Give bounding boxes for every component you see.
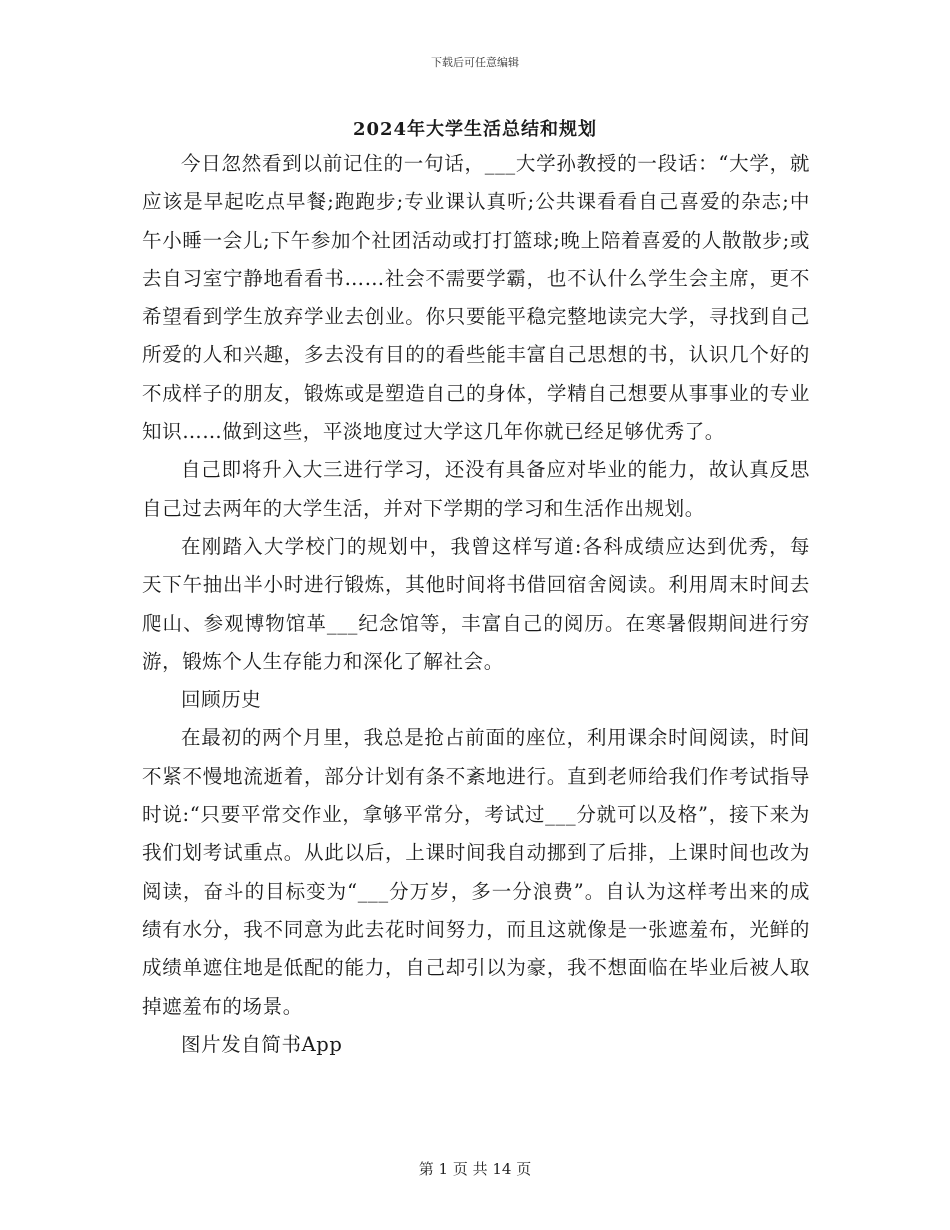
paragraph-quote: 今日忽然看到以前记住的一句话，___大学孙教授的一段话：“大学，就应该是早起吃点早餐;跑跑步;专业课认真听;公共课看看自己喜爱的杂志;中午小睡一会儿;下午参加个社团活动或打打篮球;晚上陪着喜爱的人散散步;或去自习室宁静地看看书……社会不需要学霸，也不认什么学生会主席，更不希望看到学生放弃学业去创业。你只要能平稳完整地读完大学，寻找到自己所爱的人和兴趣，多去没有目的的看些能丰富自己思想的书，认识几个好的不成样子的朋友，锻炼或是塑造自己的身体，学精自己想要从事事业的专业知识……做到这些，平淡地度过大学这几年你就已经足够优秀了。 [142, 152, 810, 444]
paragraph-initial-plan: 在刚踏入大学校门的规划中，我曾这样写道:各科成绩应达到优秀，每天下午抽出半小时进行锻炼，其他时间将书借回宿舍阅读。利用周末时间去爬山、参观博物馆革___纪念馆等，丰富自己的阅历。在寒暑假期间进行穷游，锻炼个人生存能力和深化了解社会。 [142, 534, 810, 673]
document-body [142, 145, 810, 1064]
paragraph-reflection: 自己即将升入大三进行学习，还没有具备应对毕业的能力，故认真反思自己过去两年的大学生活，并对下学期的学习和生活作出规划。 [142, 458, 810, 520]
section-heading-review: 回顾历史 [181, 688, 262, 712]
image-caption: 图片发自简书App [181, 1032, 343, 1056]
document-title: 2024年大学生活总结和规划 [352, 119, 598, 140]
page-number: 第 1 页 共 14 页 [418, 1160, 532, 1178]
paragraph-first-months: 在最初的两个月里，我总是抢占前面的座位，利用课余时间阅读，时间不紧不慢地流逝着，部分计划有条不紊地进行。直到老师给我们作考试指导时说:“只要平常交作业，拿够平常分，考试过___分就可以及格”，接下来为我们划考试重点。从此以后，上课时间我自动挪到了后排，上课时间也改为阅读，奋斗的目标变为“___分万岁，多一分浪费”。自认为这样考出来的成绩有水分，我不同意为此去花时间努力，而且这就像是一张遮羞布，光鲜的成绩单遮住地是低配的能力，自己却引以为豪，我不想面临在毕业后被人取掉遮羞布的场景。 [142, 726, 810, 1018]
page-header-note: 下载后可任意编辑 [431, 56, 519, 69]
